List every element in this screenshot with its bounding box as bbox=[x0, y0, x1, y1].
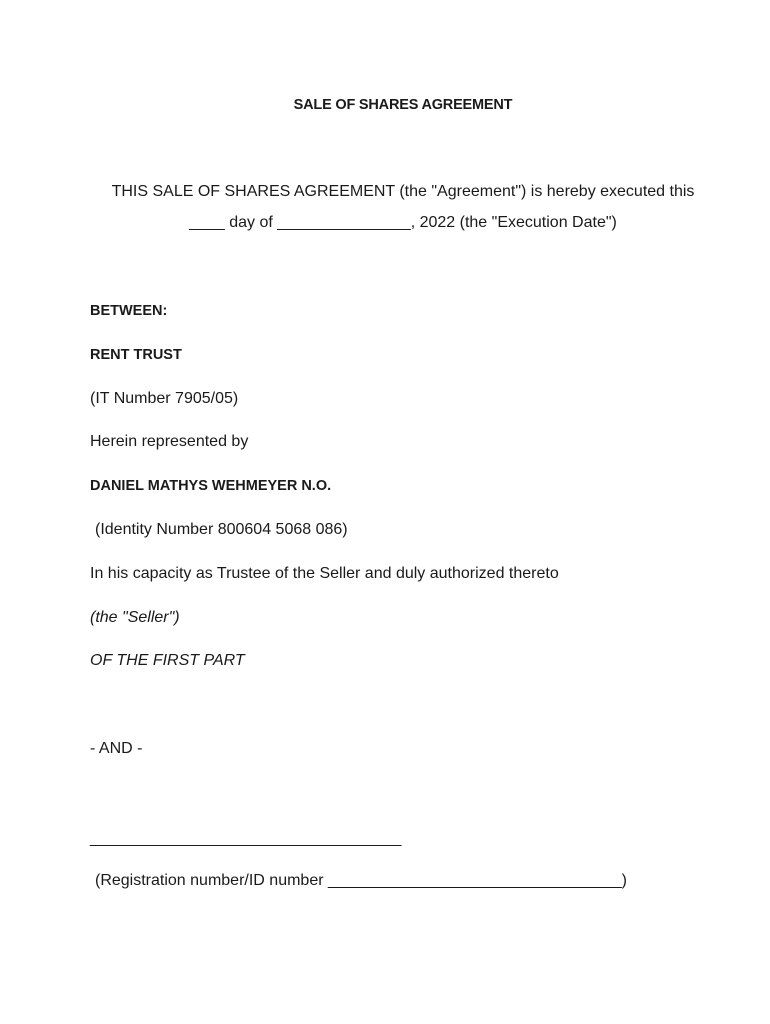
intro-line-2: ____ day of _______________, 2022 (the "Execution Date") bbox=[189, 214, 617, 231]
represented-by: Herein represented by bbox=[90, 433, 249, 450]
capacity-statement: In his capacity as Trustee of the Seller and duly authorized thereto bbox=[90, 565, 559, 582]
representative-name: DANIEL MATHYS WEHMEYER N.O. bbox=[90, 478, 332, 494]
between-label: BETWEEN: bbox=[90, 303, 168, 319]
party1-name: RENT TRUST bbox=[90, 347, 182, 363]
party1-it-number: (IT Number 7905/05) bbox=[90, 390, 239, 407]
document-title: SALE OF SHARES AGREEMENT bbox=[293, 97, 513, 113]
party2-name-blank: ___________________________________ bbox=[90, 830, 402, 847]
party2-registration: (Registration number/ID number _________________________________) bbox=[95, 872, 627, 889]
and-separator: - AND - bbox=[90, 740, 143, 757]
intro-line-1: THIS SALE OF SHARES AGREEMENT (the "Agreement") is hereby executed this bbox=[111, 183, 695, 200]
seller-label: (the "Seller") bbox=[90, 609, 180, 626]
first-part-label: OF THE FIRST PART bbox=[90, 652, 245, 669]
representative-id: (Identity Number 800604 5068 086) bbox=[95, 521, 348, 538]
